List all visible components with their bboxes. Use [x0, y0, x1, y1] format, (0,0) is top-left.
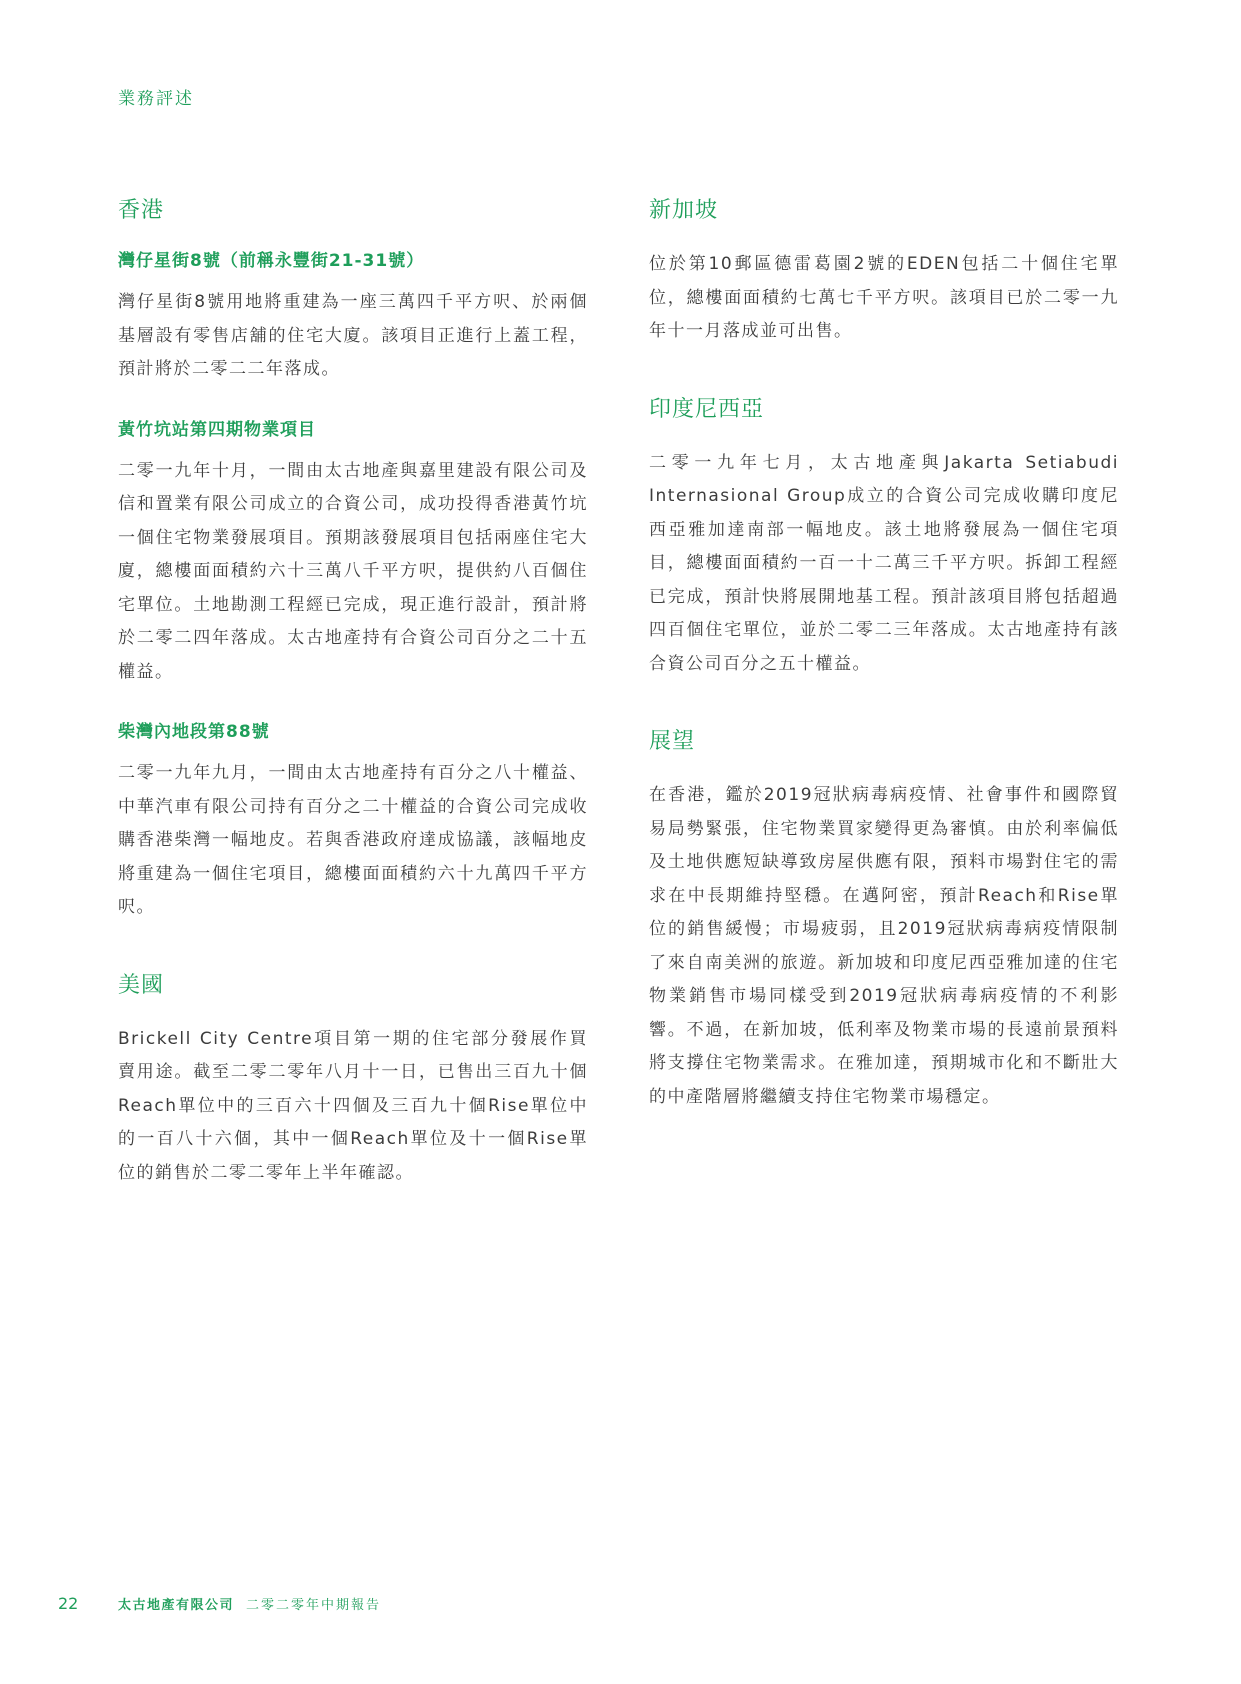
- page-footer: [58, 1594, 381, 1613]
- wong-chuk-hang-paragraph: 二零一九年十月，一間由太古地產與嘉里建設有限公司及信和置業有限公司成立的合資公司，成功投得香港黃竹坑一個住宅物業發展項目。預期該發展項目包括兩座住宅大廈，總樓面面積約六十三萬八千平方呎，提供約八百個住宅單位。土地勘測工程經已完成，現正進行設計，預計將於二零二四年落成。太古地產持有合資公司百分之二十五權益。: [118, 460, 588, 682]
- outlook-heading: 展望: [649, 729, 696, 754]
- usa-heading: 美國: [118, 972, 165, 998]
- singapore-heading: 新加坡: [649, 198, 719, 223]
- footer-report-name: 二零二零年中期報告: [246, 1598, 382, 1613]
- hong-kong-heading: 香港: [118, 198, 165, 223]
- chai-wan-paragraph: 二零一九年九月，一間由太古地產持有百分之八十權益、中華汽車有限公司持有百分之二十權益的合資公司完成收購香港柴灣一幅地皮。若與香港政府達成協議，該幅地皮將重建為一個住宅項目，總樓面面積約六十九萬四千平方呎。: [118, 763, 588, 917]
- left-column: [118, 196, 588, 1190]
- indonesia-heading: 印度尼西亞: [649, 396, 765, 422]
- right-column: [649, 196, 1119, 1114]
- singapore-paragraph: 位於第10郵區德雷葛園2號的EDEN包括二十個住宅單位，總樓面面積約七萬七千平方呎。該項目已於二零一九年十一月落成並可出售。: [649, 254, 1119, 341]
- wong-chuk-hang-subheading: 黃竹坑站第四期物業項目: [118, 419, 316, 440]
- chai-wan-subheading: 柴灣內地段第88號: [118, 722, 270, 742]
- star-street-subheading: 灣仔星街8號（前稱永豐街21-31號）: [118, 251, 425, 271]
- indonesia-paragraph: 二零一九年七月，太古地產與Jakarta Setiabudi Internasional Group成立的合資公司完成收購印度尼西亞雅加達南部一幅地皮。該土地將發展為一個住宅項目，總樓面面積約一百一十二萬三千平方呎。拆卸工程經已完成，預計快將展開地基工程。預計該項目將包括超過四百個住宅單位，並於二零二三年落成。太古地產持有該合資公司百分之五十權益。: [649, 452, 1119, 674]
- usa-paragraph: Brickell City Centre項目第一期的住宅部分發展作買賣用途。截至二零二零年八月十一日，已售出三百九十個Reach單位中的三百六十四個及三百九十個Rise單位中的一百八十六個，其中一個Reach單位及十一個Rise單位的銷售於二零二零年上半年確認。: [118, 1028, 588, 1183]
- star-street-paragraph: 灣仔星街8號用地將重建為一座三萬四千平方呎、於兩個基層設有零售店舖的住宅大廈。該項目正進行上蓋工程，預計將於二零二二年落成。: [118, 292, 588, 379]
- section-header-label: 業務評述: [118, 89, 194, 109]
- footer-company-name: 太古地產有限公司: [118, 1598, 235, 1613]
- page-number: 22: [58, 1594, 79, 1613]
- outlook-paragraph: 在香港，鑑於2019冠狀病毒病疫情、社會事件和國際貿易局勢緊張，住宅物業買家變得更為審慎。由於利率偏低及土地供應短缺導致房屋供應有限，預料市場對住宅的需求在中長期維持堅穩。在邁阿密，預計Reach和Rise單位的銷售緩慢；市場疲弱，且2019冠狀病毒病疫情限制了來自南美洲的旅遊。新加坡和印度尼西亞雅加達的住宅物業銷售市場同樣受到2019冠狀病毒病疫情的不利影響。不過，在新加坡，低利率及物業市場的長遠前景預料將支撐住宅物業需求。在雅加達，預期城市化和不斷壯大的中產階層將繼續支持住宅物業市場穩定。: [649, 785, 1119, 1107]
